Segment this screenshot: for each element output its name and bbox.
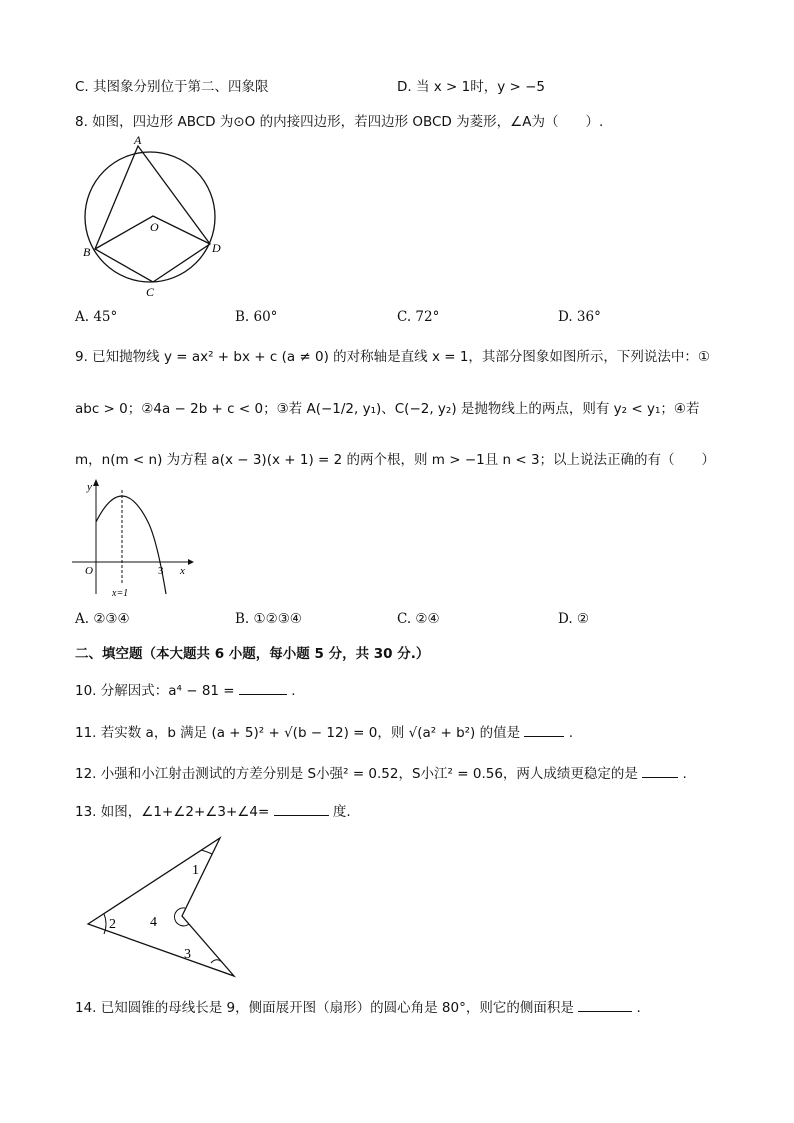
angle-4-arc	[175, 908, 189, 926]
concave-quadrilateral	[88, 838, 234, 976]
label-o: O	[150, 220, 159, 234]
angle-3-label: 3	[184, 947, 191, 962]
root-label: 3	[158, 565, 164, 577]
symmetry-label: x=1	[112, 588, 129, 599]
q13-angle-figure	[84, 834, 242, 984]
q9-option-c: C. ②④	[397, 611, 440, 627]
q12-text: 12. 小强和小江射击测试的方差分别是 S小强² = 0.52，S小江² = 0.56，两人成绩更稳定的是	[75, 766, 638, 782]
angle-2-label: 2	[109, 917, 116, 932]
quadrilateral-abcd	[95, 146, 210, 282]
q14	[75, 996, 641, 1016]
q9-line-3: m，n(m < n) 为方程 a(x − 3)(x + 1) = 2 的两个根，则 m > −1且 n < 3；以上说法正确的有（ ）	[75, 452, 716, 468]
x-label: x	[180, 565, 185, 577]
q8-circle-figure	[80, 132, 230, 300]
q9-parabola-figure	[70, 476, 200, 604]
q9-option-d: D. ②	[558, 611, 590, 627]
q13-text: 13. 如图，∠1+∠2+∠3+∠4=	[75, 804, 270, 820]
q9-option-b: B. ①②③④	[235, 611, 302, 627]
q11	[75, 721, 573, 741]
angle-1-label: 1	[192, 863, 199, 878]
y-axis-arrow	[93, 479, 99, 486]
x-axis-arrow	[188, 559, 194, 565]
parabola-curve	[96, 496, 166, 594]
q14-end: .	[636, 1000, 641, 1016]
label-a: A	[134, 133, 142, 147]
q13	[75, 800, 351, 820]
q8-option-c: C. 72°	[397, 309, 440, 325]
q11-answer-blank	[524, 724, 564, 737]
q10-end: .	[291, 683, 296, 699]
q12-answer-blank	[642, 765, 678, 778]
label-d: D	[212, 241, 221, 255]
q9-line-2: abc > 0；②4a − 2b + c < 0；③若 A(−1/2, y₁)、C(−2, y₂) 是抛物线上的两点，则有 y₂ < y₁；④若	[75, 401, 700, 417]
q8-option-d: D. 36°	[558, 309, 601, 325]
label-b: B	[83, 245, 91, 259]
q10-answer-blank	[239, 682, 287, 695]
q12	[75, 762, 687, 782]
origin-label: O	[85, 565, 93, 577]
label-c: C	[146, 285, 155, 299]
q8-option-b: B. 60°	[235, 309, 278, 325]
q11-text: 11. 若实数 a，b 满足 (a + 5)² + √(b − 12) = 0，则 √(a² + b²) 的值是	[75, 725, 521, 741]
q13-answer-blank	[274, 803, 329, 816]
q7-option-d: D. 当 x > 1时，y > −5	[397, 79, 546, 95]
q8-option-a: A. 45°	[75, 309, 118, 325]
section-2-heading: 二、填空题（本大题共 6 小题，每小题 5 分，共 30 分.）	[75, 646, 430, 662]
q10-text: 10. 分解因式：a⁴ − 81 =	[75, 683, 235, 699]
q13-end: 度.	[332, 804, 351, 820]
q12-end: .	[682, 766, 687, 782]
q14-text: 14. 已知圆锥的母线长是 9，侧面展开图（扇形）的圆心角是 80°，则它的侧面积是	[75, 1000, 574, 1016]
angle-4-label: 4	[150, 915, 157, 930]
q10	[75, 679, 296, 699]
q9-option-a: A. ②③④	[75, 611, 130, 627]
q11-end: .	[568, 725, 574, 741]
q14-answer-blank	[578, 999, 632, 1012]
angle-2-arc	[104, 914, 106, 934]
q7-option-c: C. 其图象分别位于第二、四象限	[75, 79, 269, 95]
angle-1-arc	[201, 850, 212, 854]
q9-line-1: 9. 已知抛物线 y = ax² + bx + c (a ≠ 0) 的对称轴是直线 x = 1，其部分图象如图所示，下列说法中：①	[75, 349, 711, 365]
y-label: y	[87, 481, 92, 493]
q8-stem: 8. 如图，四边形 ABCD 为⊙O 的内接四边形，若四边形 OBCD 为菱形，∠A为（ ）.	[75, 114, 604, 130]
